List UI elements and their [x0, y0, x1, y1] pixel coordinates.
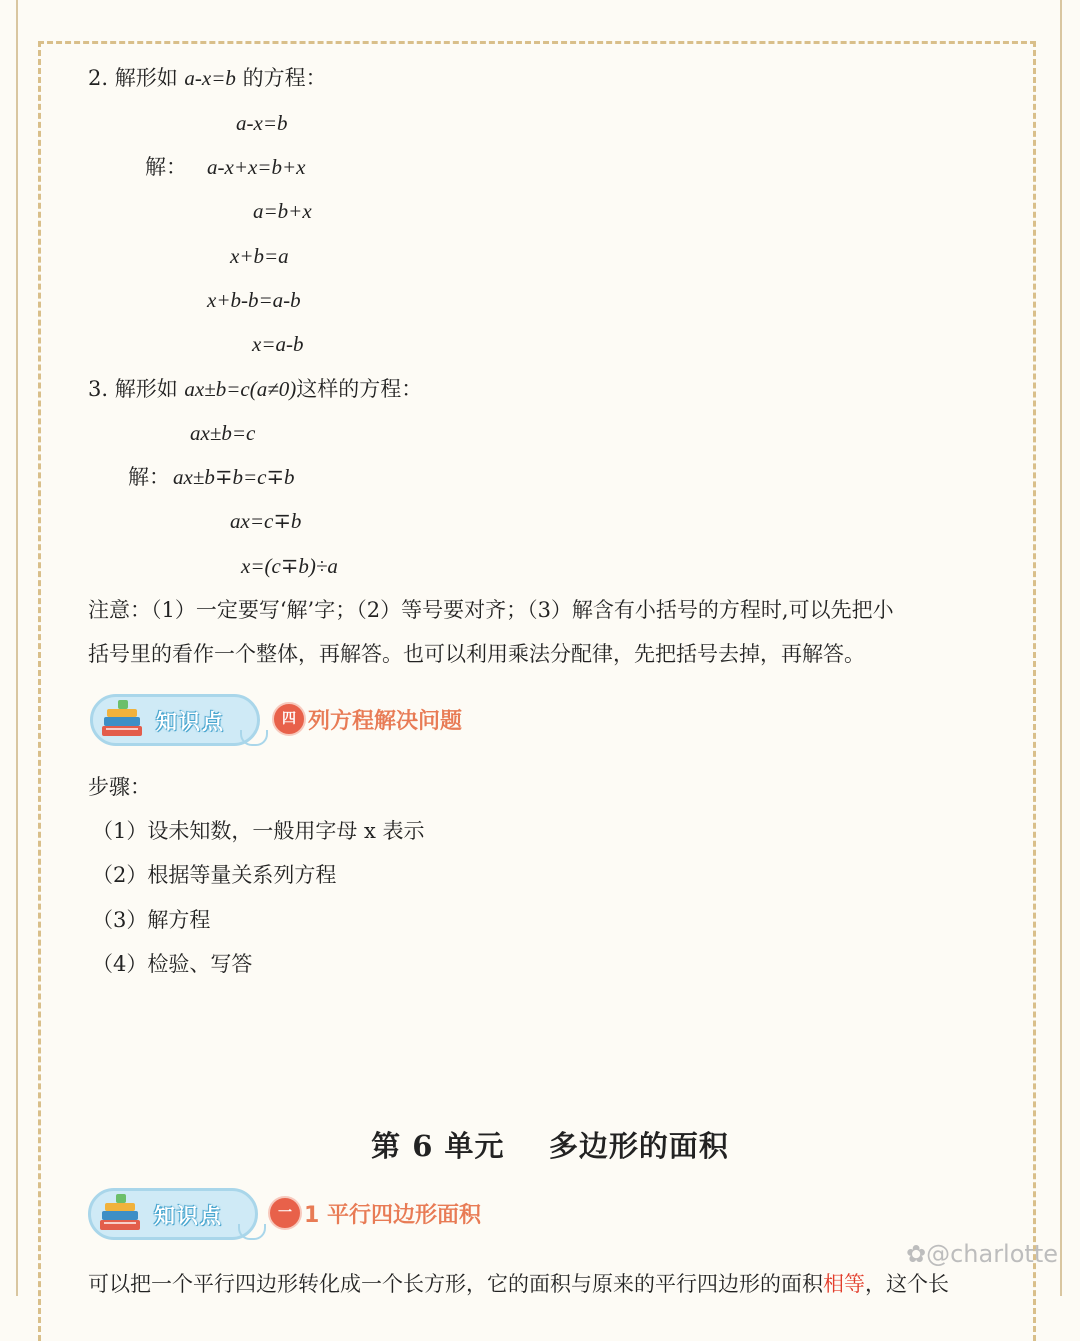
badge-title: 1 平行四边形面积 — [304, 1203, 481, 1228]
solution-step: x=a-b — [252, 332, 304, 356]
equation: a-x=b — [236, 111, 288, 135]
badge-label: 知识点 — [156, 710, 225, 734]
knowledge-point-badge — [90, 690, 510, 754]
section-2-heading — [88, 64, 327, 92]
solution-step: x+b=a — [230, 244, 289, 268]
section-number-badge: 四 — [272, 702, 306, 736]
solve-label: 解： — [145, 155, 187, 179]
heading-equation: ax±b=c(a≠0) — [184, 377, 297, 401]
books-icon — [96, 1192, 152, 1236]
note-line: 括号里的看作一个整体，再解答。也可以利用乘法分配律，先把括号去掉，再解答。 — [88, 642, 865, 666]
text-segment: ，这个长 — [865, 1272, 949, 1296]
section-number-badge: 一 — [268, 1196, 302, 1230]
paw-icon: ✿ — [905, 1240, 927, 1268]
solve-label: 解： — [128, 465, 170, 489]
knowledge-point-badge — [88, 1184, 528, 1248]
watermark — [906, 1240, 1058, 1268]
chapter-title: 第 6 单元 多边形的面积 — [371, 1129, 729, 1163]
heading-text: 2. 解形如 — [88, 66, 185, 90]
heading-equation: a-x=b — [184, 66, 236, 90]
solution-step: a-x+x=b+x — [207, 155, 306, 179]
solution-step: ax±b∓b=c∓b — [173, 465, 295, 489]
body-text-line — [88, 1270, 949, 1298]
highlighted-text: 相等 — [823, 1272, 865, 1296]
section-3-heading — [88, 375, 422, 403]
solution-step: x=(c∓b)÷a — [241, 554, 338, 578]
step-item: （2）根据等量关系列方程 — [92, 863, 337, 887]
step-item: （3）解方程 — [92, 908, 211, 932]
step-item: （1）设未知数，一般用字母 x 表示 — [92, 819, 425, 843]
heading-text: 3. 解形如 — [88, 377, 185, 401]
equation: ax±b=c — [190, 421, 256, 445]
badge-label: 知识点 — [154, 1204, 223, 1228]
badge-tail — [238, 1224, 266, 1240]
text-segment: 可以把一个平行四边形转化成一个长方形，它的面积与原来的平行四边形的面积 — [88, 1272, 823, 1296]
badge-tail — [240, 730, 268, 746]
steps-heading: 步骤： — [88, 775, 151, 799]
watermark-text: @charlotte — [926, 1240, 1058, 1268]
note-line: 注意：（1）一定要写‘解’字；（2）等号要对齐；（3）解含有小括号的方程时,可以先把小 — [88, 598, 894, 622]
solution-step: ax=c∓b — [230, 509, 302, 533]
heading-text: 的方程： — [235, 66, 327, 90]
badge-title: 列方程解决问题 — [308, 709, 463, 734]
books-icon — [98, 698, 154, 742]
solution-step: a=b+x — [253, 199, 312, 223]
heading-text: 这样的方程： — [296, 377, 423, 401]
step-item: （4）检验、写答 — [92, 952, 253, 976]
solution-step: x+b-b=a-b — [207, 288, 301, 312]
